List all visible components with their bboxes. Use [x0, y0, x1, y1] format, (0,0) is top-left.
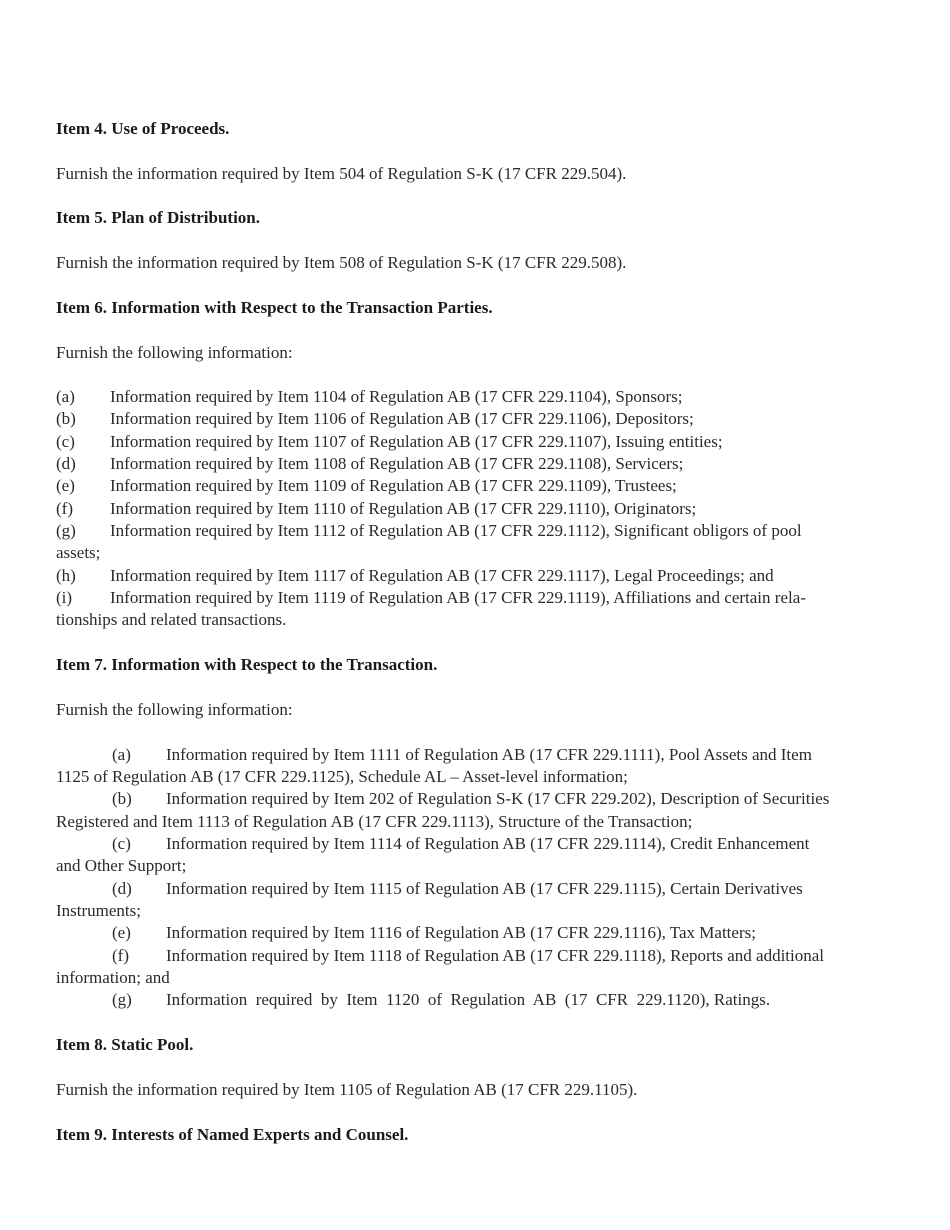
item-7-list-item	[56, 989, 770, 1011]
list-label: (c)	[112, 834, 131, 853]
item-5-heading: Item 5. Plan of Distribution.	[56, 208, 260, 227]
item-7-list-item	[56, 833, 809, 855]
list-text: Information required by Item 1104 of Regulation AB (17 CFR 229.1104), Sponsors;	[110, 387, 683, 406]
list-label: (g)	[112, 990, 132, 1009]
item-5-text: Furnish the information required by Item 508 of Regulation S-K (17 CFR 229.508).	[56, 253, 627, 272]
item-6-list-item	[56, 520, 802, 542]
list-continuation: tionships and related transactions.	[56, 610, 287, 629]
item-7-list-item	[56, 922, 756, 944]
list-label: (a)	[56, 387, 75, 406]
list-continuation: Instruments;	[56, 901, 141, 920]
item-7-list-item	[56, 945, 824, 967]
list-label: (c)	[56, 432, 75, 451]
item-6-list-item	[56, 587, 806, 609]
list-label: (e)	[56, 476, 75, 495]
list-text: Information required by Item 1116 of Regulation AB (17 CFR 229.1116), Tax Matters;	[166, 923, 756, 942]
list-text: Information required by Item 1118 of Regulation AB (17 CFR 229.1118), Reports and additional	[166, 946, 825, 965]
item-9-heading: Item 9. Interests of Named Experts and Counsel.	[56, 1125, 409, 1144]
item-8-text: Furnish the information required by Item 1105 of Regulation AB (17 CFR 229.1105).	[56, 1080, 638, 1099]
list-text: Information required by Item 202 of Regulation S-K (17 CFR 229.202), Description of Securities	[166, 789, 830, 808]
list-continuation: 1125 of Regulation AB (17 CFR 229.1125), Schedule AL – Asset-level information;	[56, 767, 628, 786]
list-text: Information required by Item 1110 of Regulation AB (17 CFR 229.1110), Originators;	[110, 499, 697, 518]
list-text: Information required by Item 1109 of Regulation AB (17 CFR 229.1109), Trustees;	[110, 476, 677, 495]
list-text: Information required by Item 1107 of Regulation AB (17 CFR 229.1107), Issuing entities;	[110, 432, 723, 451]
list-text: Information required by Item 1119 of Regulation AB (17 CFR 229.1119), Affiliations and certain rela-	[110, 588, 806, 607]
item-6-heading: Item 6. Information with Respect to the Transaction Parties.	[56, 298, 493, 317]
list-label: (b)	[56, 409, 76, 428]
list-continuation: Registered and Item 1113 of Regulation AB (17 CFR 229.1113), Structure of the Transaction;	[56, 812, 693, 831]
list-text: Information required by Item 1106 of Regulation AB (17 CFR 229.1106), Depositors;	[110, 409, 694, 428]
list-label: (h)	[56, 566, 76, 585]
list-text: Information required by Item 1120 of Regulation AB (17 CFR 229.1120), Ratings.	[166, 990, 771, 1009]
item-8-heading: Item 8. Static Pool.	[56, 1035, 194, 1054]
item-7-list-item	[56, 744, 812, 766]
item-6-list-item	[56, 565, 774, 587]
list-label: (a)	[112, 745, 131, 764]
list-continuation: assets;	[56, 543, 101, 562]
item-7-heading: Item 7. Information with Respect to the Transaction.	[56, 655, 438, 674]
list-label: (e)	[112, 923, 131, 942]
list-continuation: and Other Support;	[56, 856, 187, 875]
item-7-intro: Furnish the following information:	[56, 700, 293, 719]
list-label: (g)	[56, 521, 76, 540]
item-6-list-item	[56, 431, 723, 453]
list-label: (d)	[112, 879, 132, 898]
list-text: Information required by Item 1112 of Regulation AB (17 CFR 229.1112), Significant obligors of pool	[110, 521, 802, 540]
list-label: (f)	[112, 946, 129, 965]
list-label: (b)	[112, 789, 132, 808]
item-7-list-item	[56, 878, 803, 900]
item-6-list-item	[56, 498, 696, 520]
list-label: (d)	[56, 454, 76, 473]
list-text: Information required by Item 1117 of Regulation AB (17 CFR 229.1117), Legal Proceedings; and	[110, 566, 774, 585]
list-label: (i)	[56, 588, 73, 607]
item-6-list-item	[56, 386, 682, 408]
item-4-text: Furnish the information required by Item 504 of Regulation S-K (17 CFR 229.504).	[56, 164, 627, 183]
list-text: Information required by Item 1108 of Regulation AB (17 CFR 229.1108), Servicers;	[110, 454, 684, 473]
item-6-intro: Furnish the following information:	[56, 343, 293, 362]
list-text: Information required by Item 1111 of Regulation AB (17 CFR 229.1111), Pool Assets and Item	[166, 745, 812, 764]
item-6-list-item	[56, 475, 677, 497]
list-continuation: information; and	[56, 968, 170, 987]
list-text: Information required by Item 1115 of Regulation AB (17 CFR 229.1115), Certain Derivatives	[166, 879, 803, 898]
item-7-list-item	[56, 788, 829, 810]
list-label: (f)	[56, 499, 73, 518]
item-6-list-item	[56, 408, 694, 430]
list-text: Information required by Item 1114 of Regulation AB (17 CFR 229.1114), Credit Enhancement	[166, 834, 810, 853]
item-4-heading: Item 4. Use of Proceeds.	[56, 119, 230, 138]
item-6-list-item	[56, 453, 683, 475]
